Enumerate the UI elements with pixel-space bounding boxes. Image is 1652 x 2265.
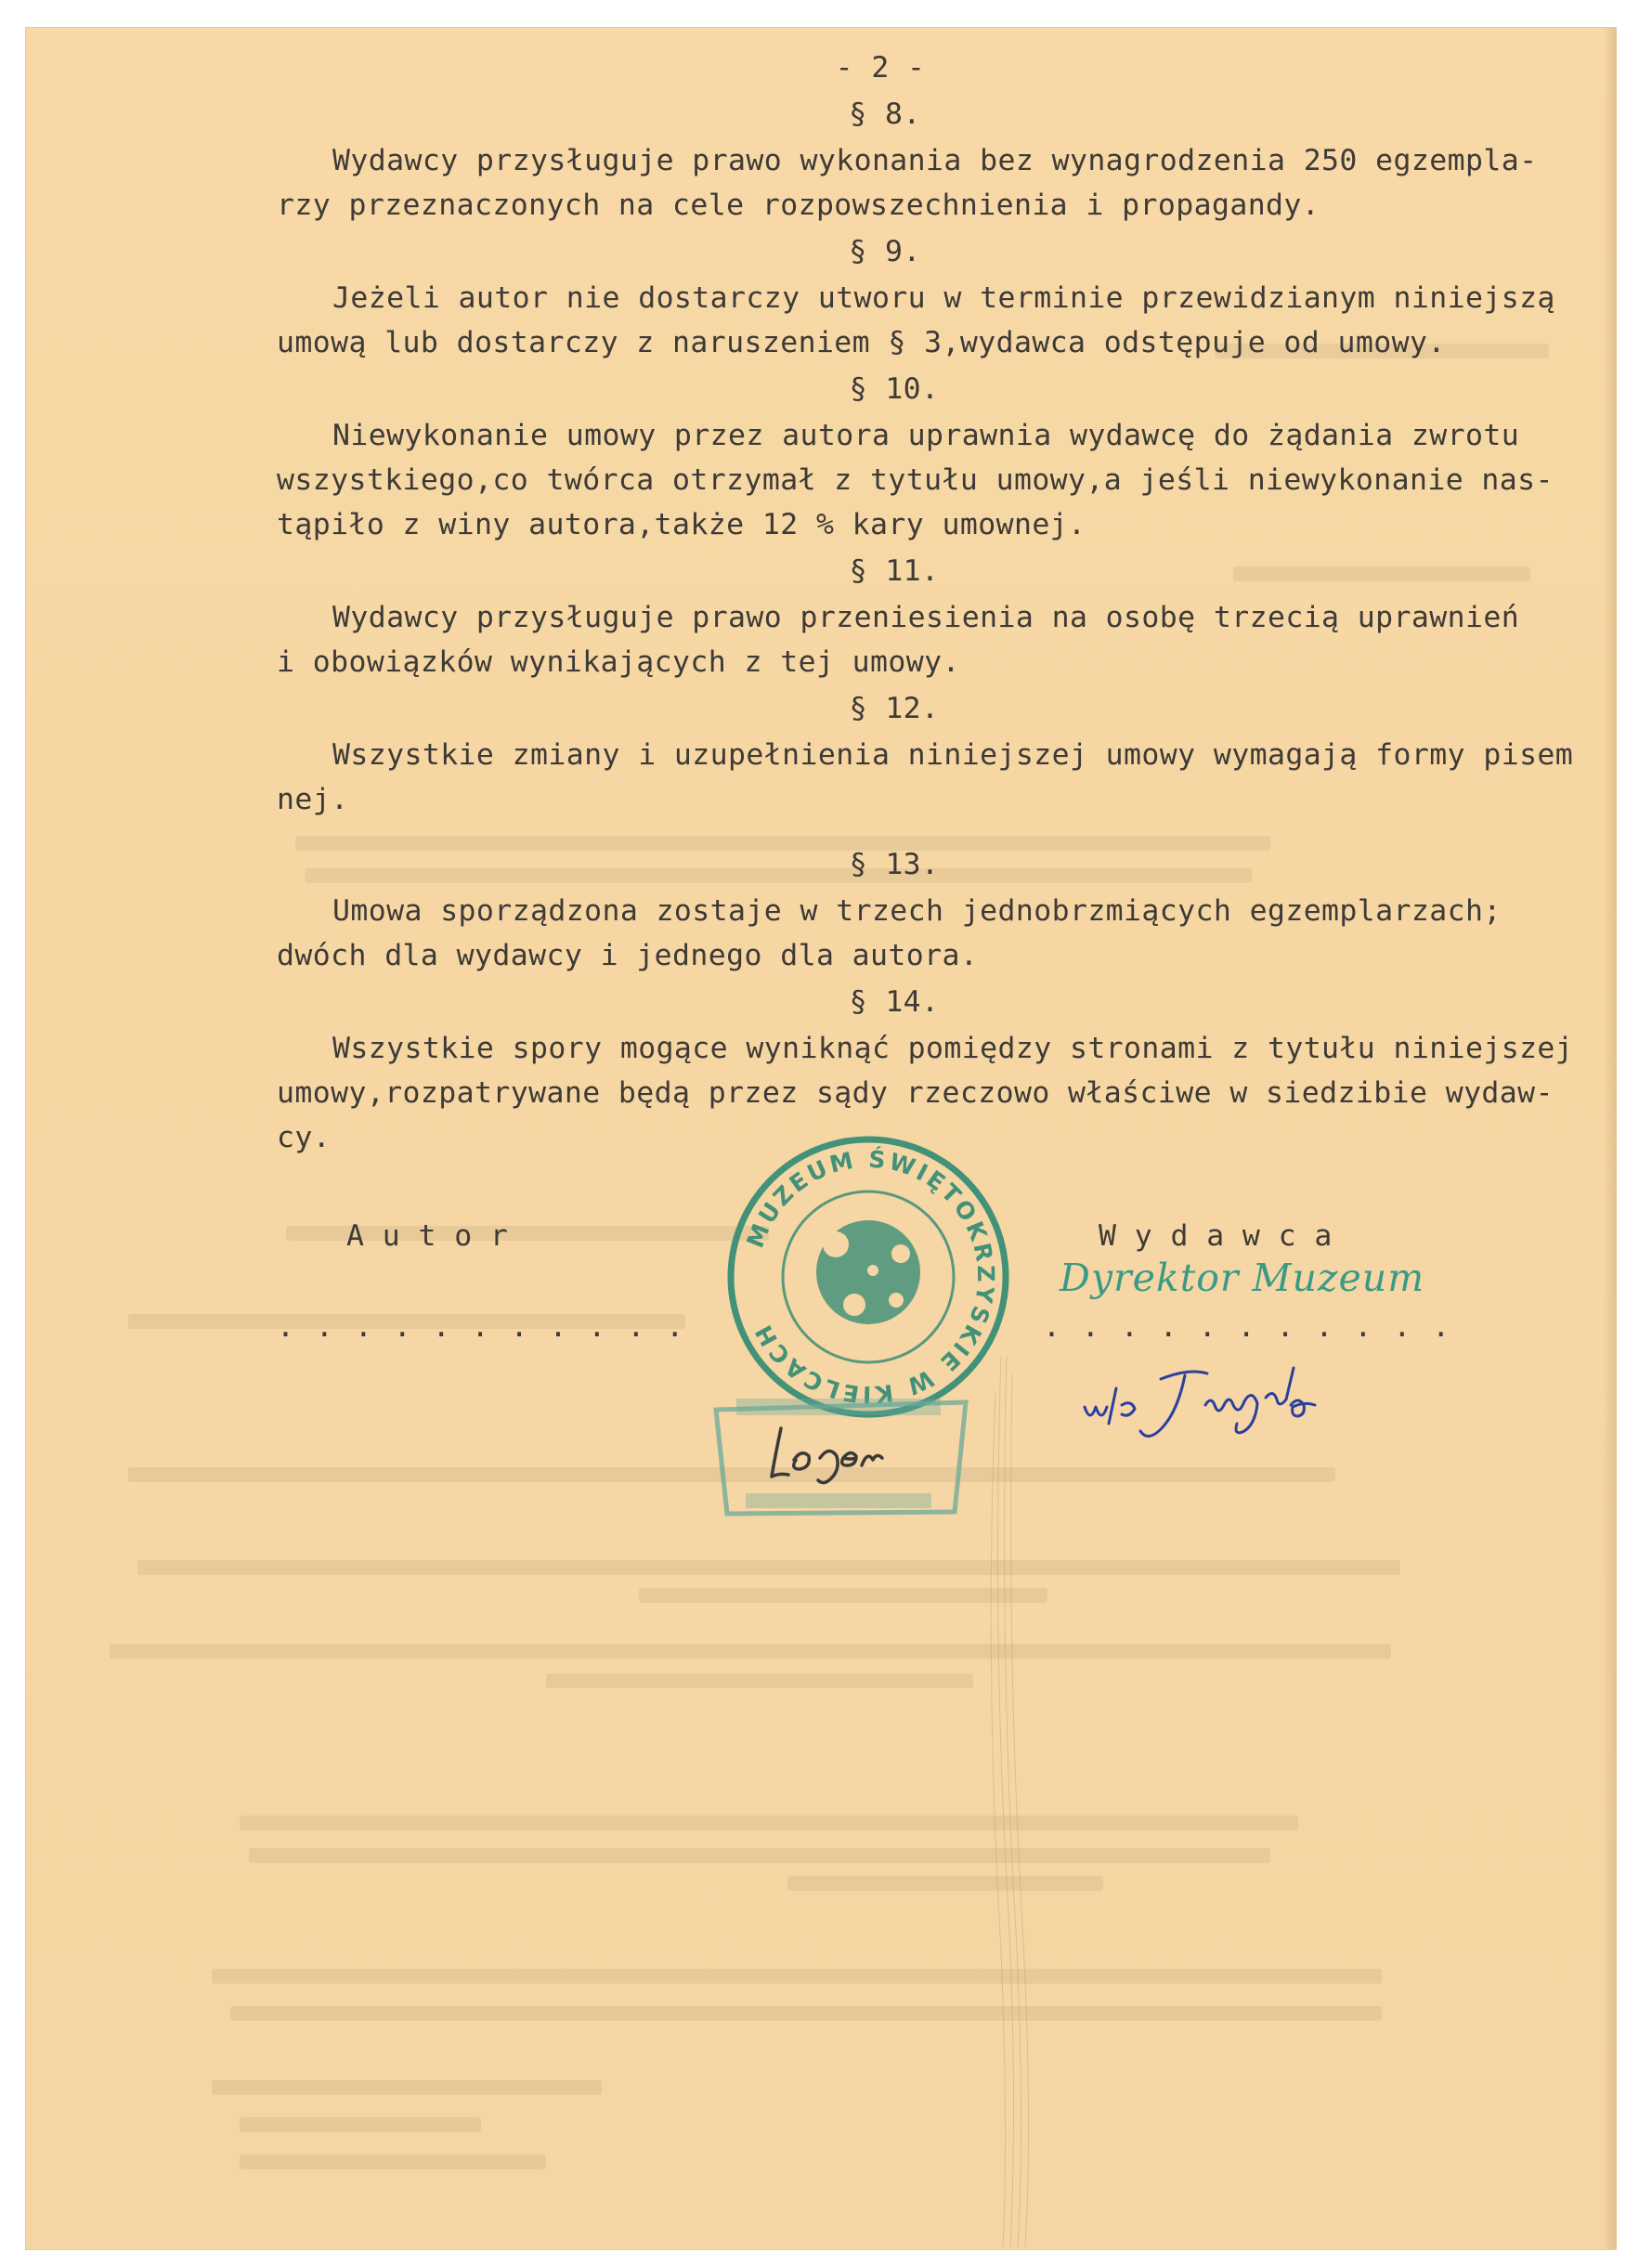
paragraph-line: Niewykonanie umowy przez autora uprawnia wydawcę do żądania zwrotu [332, 419, 1520, 452]
show-through-line [212, 2080, 602, 2095]
section-heading: § 12. [849, 692, 940, 725]
author-signature-text: Leger [709, 1393, 711, 1394]
paragraph-line: Umowa sporządzona zostaje w trzech jednobrzmiących egzemplarzach; [332, 894, 1502, 928]
paper-crease [936, 1356, 1085, 2247]
publisher-label: W y d a w c a [1099, 1219, 1333, 1253]
publisher-signature-text: w/z Zwięzło [1075, 1351, 1080, 1352]
show-through-line [212, 1969, 1382, 1984]
show-through-line [295, 836, 1270, 851]
author-handwritten-signature [772, 1428, 882, 1483]
show-through-line [1233, 566, 1530, 581]
author-signature-line: . . . . . . . . . . . [277, 1310, 686, 1344]
publisher-handwritten-signature [1075, 1351, 1410, 1453]
show-through-line [137, 1560, 1400, 1575]
paragraph-line: nej. [277, 783, 349, 816]
section-heading: § 10. [849, 372, 940, 406]
publisher-signature-line: . . . . . . . . . . . [1043, 1310, 1452, 1344]
paragraph-line: Wydawcy przysługuje prawo wykonania bez wynagrodzenia 250 egzempla- [332, 144, 1538, 177]
paragraph-line: dwóch dla wydawcy i jednego dla autora. [277, 939, 979, 972]
section-heading: § 9. [849, 235, 921, 268]
round-stamp-text: MUZEUM ŚWIĘTOKRZYSKIE W KIELCACH [741, 1145, 1000, 1409]
paragraph-line: Wszystkie spory mogące wyniknąć pomiędzy stronami z tytułu niniejszej [332, 1032, 1574, 1065]
paragraph-line: cy. [277, 1121, 332, 1154]
paragraph-line: umową lub dostarczy z naruszeniem § 3,wydawca odstępuje od umowy. [277, 326, 1446, 359]
section-heading: § 14. [849, 985, 940, 1019]
paragraph-line: tąpiło z winy autora,także 12 % kary umownej. [277, 508, 1086, 541]
show-through-line [305, 868, 1252, 883]
paragraph-line: wszystkiego,co twórca otrzymał z tytułu umowy,a jeśli niewykonanie nas- [277, 463, 1554, 497]
paragraph-line: i obowiązków wynikających z tej umowy. [277, 645, 960, 679]
show-through-line [230, 2006, 1382, 2021]
page-number: - 2 - [835, 51, 926, 85]
paper-sheet [26, 28, 1616, 2249]
rect-name-stamp [709, 1393, 973, 1518]
director-title-stamp: Dyrektor Muzeum [1060, 1256, 1425, 1300]
section-heading: § 8. [849, 98, 921, 131]
section-heading: § 11. [849, 554, 940, 588]
paragraph-line: Jeżeli autor nie dostarczy utworu w terminie przewidzianym niniejszą [332, 281, 1555, 315]
show-through-line [110, 1644, 1391, 1659]
paper-edge [1603, 28, 1616, 2249]
author-label: A u t o r [346, 1219, 509, 1253]
paragraph-line: umowy,rozpatrywane będą przez sądy rzeczowo właściwe w siedzibie wydaw- [277, 1076, 1554, 1110]
show-through-line [546, 1673, 973, 1688]
paragraph-line: rzy przeznaczonych na cele rozpowszechnienia i propagandy. [277, 189, 1320, 222]
paragraph-line: Wszystkie zmiany i uzupełnienia niniejszej umowy wymagają formy pisem [332, 738, 1574, 772]
show-through-line [249, 1848, 1270, 1863]
section-heading: § 13. [849, 848, 940, 881]
paragraph-line: Wydawcy przysługuje prawo przeniesienia na osobę trzecią uprawnień [332, 601, 1520, 634]
show-through-line [240, 2154, 546, 2169]
show-through-line [240, 1816, 1298, 1830]
show-through-line [240, 2117, 481, 2132]
